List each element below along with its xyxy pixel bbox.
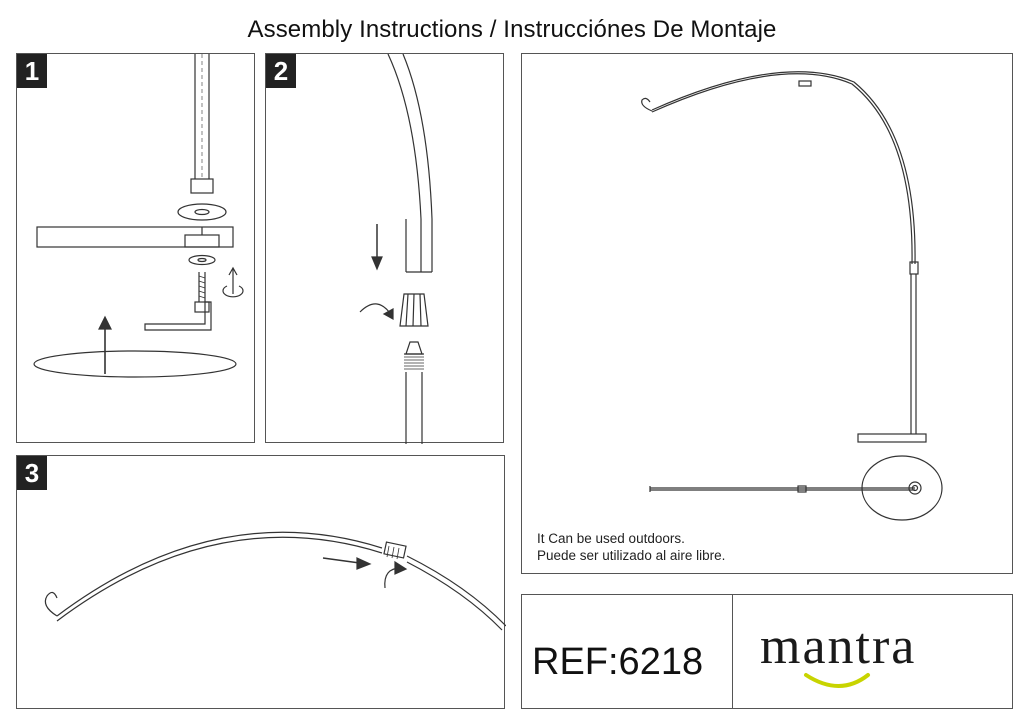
- step-2-panel: [265, 53, 504, 443]
- step-3-illustration: [17, 456, 506, 710]
- overview-panel: [521, 53, 1013, 574]
- floor-lamp-illustration: [522, 54, 1014, 575]
- outdoor-note: [537, 530, 725, 564]
- outdoor-note-es: Puede ser utilizado al aire libre.: [537, 548, 726, 563]
- step-1-panel: [16, 53, 255, 443]
- step-1-illustration: [17, 54, 256, 444]
- brand-logo: mantra: [760, 618, 917, 675]
- page-title: Assembly Instructions / Instrucciónes De Montaje: [247, 16, 777, 43]
- brand-smile-accent: [522, 595, 1014, 710]
- step-1-badge: 1: [17, 54, 47, 88]
- outdoor-note-en: It Can be used outdoors.: [537, 531, 685, 546]
- step-2-badge: 2: [266, 54, 296, 88]
- step-3-badge: 3: [17, 456, 47, 490]
- step-3-panel: [16, 455, 505, 709]
- step-2-illustration: [266, 54, 505, 444]
- reference-panel: [521, 594, 1013, 709]
- reference-code: REF:6218: [532, 641, 704, 683]
